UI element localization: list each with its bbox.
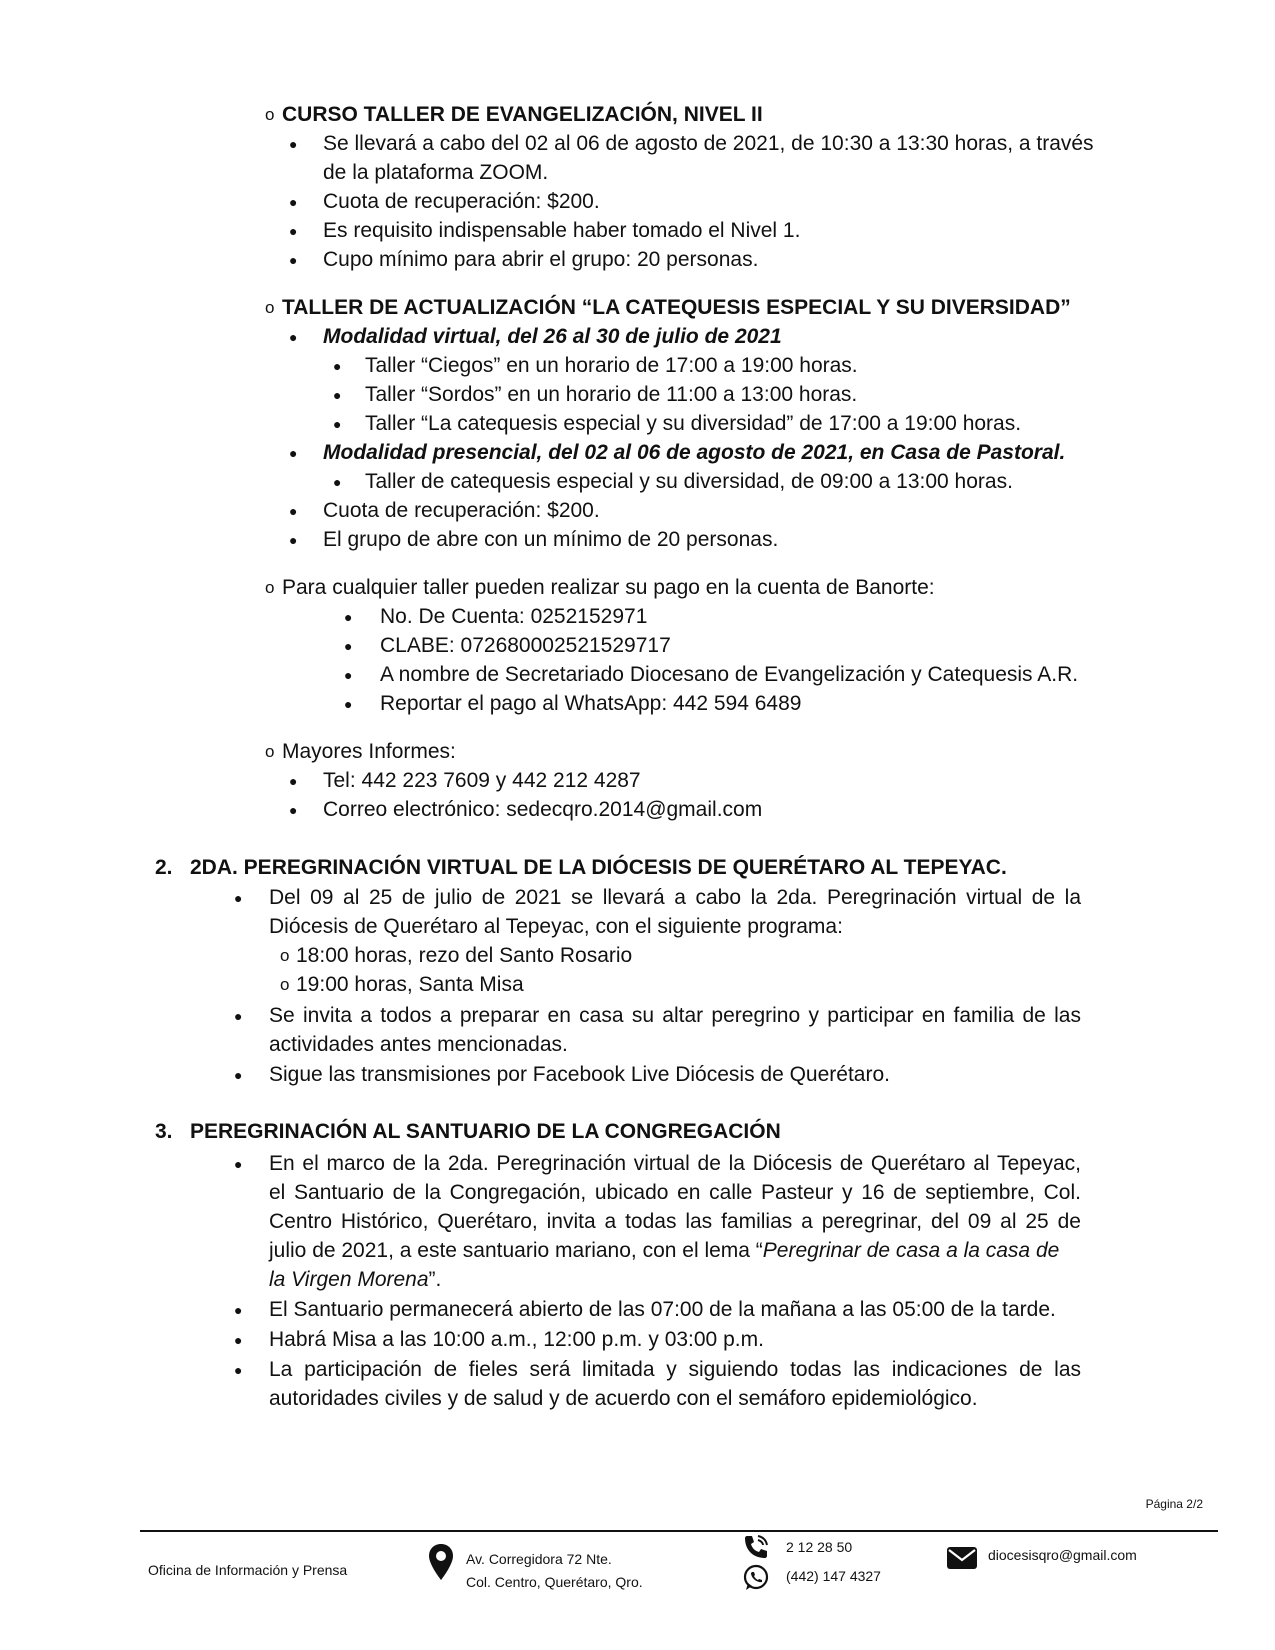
phone-number: 2 12 28 50 <box>786 1539 853 1555</box>
bullet: ● <box>289 532 298 548</box>
s3-text: julio de 2021, a este santuario mariano, con el lema “ <box>269 1239 763 1262</box>
phone-icon <box>742 1534 770 1565</box>
s3-paragraph-line: El Santuario permanecerá abierto de las 07:00 de la mañana a las 05:00 de la tarde. <box>269 1298 1056 1321</box>
whatsapp-icon <box>742 1564 770 1597</box>
circle-bullet: o <box>265 298 275 317</box>
bullet: ● <box>289 252 298 268</box>
bullet: ● <box>234 1156 243 1172</box>
virtual-item: Taller “Ciegos” en un horario de 17:00 a 19:00 horas. <box>365 354 858 377</box>
bullet: ● <box>289 802 298 818</box>
bullet: ● <box>234 1332 243 1348</box>
curso-title: CURSO TALLER DE EVANGELIZACIÓN, NIVEL II <box>282 103 763 126</box>
bullet: ● <box>333 416 342 432</box>
s3-paragraph-line <box>269 1236 1059 1266</box>
curso-item: de la plataforma ZOOM. <box>323 161 549 184</box>
bullet: ● <box>333 387 342 403</box>
address-line: Col. Centro, Querétaro, Qro. <box>466 1574 643 1590</box>
bullet: ● <box>344 667 353 683</box>
pago-item: CLABE: 072680002521529717 <box>380 634 671 657</box>
s2-paragraph-line: Se invita a todos a preparar en casa su altar peregrino y participar en familia de las <box>269 1004 1081 1027</box>
informes-item: Correo electrónico: sedecqro.2014@gmail.com <box>323 798 763 821</box>
circle-bullet: o <box>265 105 275 124</box>
s3-lema: la Virgen Morena <box>269 1268 429 1291</box>
email-address: diocesisqro@gmail.com <box>988 1547 1137 1563</box>
curso-item: Cuota de recuperación: $200. <box>323 190 600 213</box>
page-number: Página 2/2 <box>1145 1497 1203 1511</box>
office-name: Oficina de Información y Prensa <box>148 1562 348 1578</box>
s2-paragraph-line: Del 09 al 25 de julio de 2021 se llevará a cabo la 2da. Peregrinación virtual de la <box>269 886 1081 909</box>
section-2-number: 2. <box>155 856 173 879</box>
bullet: ● <box>289 136 298 152</box>
curso-item: Se llevará a cabo del 02 al 06 de agosto de 2021, de 10:30 a 13:30 horas, a través <box>323 132 1094 155</box>
bullet: ● <box>344 696 353 712</box>
circle-bullet: o <box>280 975 290 994</box>
taller-title: TALLER DE ACTUALIZACIÓN “LA CATEQUESIS ESPECIAL Y SU DIVERSIDAD” <box>282 296 1071 319</box>
section-3-title: PEREGRINACIÓN AL SANTUARIO DE LA CONGREGACIÓN <box>190 1120 781 1143</box>
location-pin-icon <box>428 1543 454 1586</box>
s3-paragraph-line: Centro Histórico, Querétaro, invita a todas las familias a peregrinar, del 09 al 25 de <box>269 1210 1081 1233</box>
bullet: ● <box>234 890 243 906</box>
pago-item: No. De Cuenta: 0252152971 <box>380 605 648 628</box>
program-item: 19:00 horas, Santa Misa <box>296 973 524 996</box>
pago-title: Para cualquier taller pueden realizar su pago en la cuenta de Banorte: <box>282 576 935 599</box>
bullet: ● <box>344 638 353 654</box>
address-line: Av. Corregidora 72 Nte. <box>466 1551 612 1567</box>
s2-paragraph-line: actividades antes mencionadas. <box>269 1033 568 1056</box>
section-3-number: 3. <box>155 1120 173 1143</box>
bullet: ● <box>289 329 298 345</box>
circle-bullet: o <box>265 742 275 761</box>
virtual-heading: Modalidad virtual, del 26 al 30 de julio de 2021 <box>323 325 782 348</box>
bullet: ● <box>289 503 298 519</box>
bullet: ● <box>344 609 353 625</box>
program-item: 18:00 horas, rezo del Santo Rosario <box>296 944 633 967</box>
s3-paragraph-line: Habrá Misa a las 10:00 a.m., 12:00 p.m. y 03:00 p.m. <box>269 1328 764 1351</box>
curso-item: Cupo mínimo para abrir el grupo: 20 personas. <box>323 248 759 271</box>
envelope-icon <box>946 1546 978 1575</box>
circle-bullet: o <box>280 946 290 965</box>
whatsapp-number: (442) 147 4327 <box>786 1568 881 1584</box>
section-2-title: 2DA. PEREGRINACIÓN VIRTUAL DE LA DIÓCESIS DE QUERÉTARO AL TEPEYAC. <box>190 856 1007 879</box>
taller-item: El grupo de abre con un mínimo de 20 personas. <box>323 528 779 551</box>
pago-item: Reportar el pago al WhatsApp: 442 594 6489 <box>380 692 802 715</box>
bullet: ● <box>289 445 298 461</box>
s3-paragraph-line: En el marco de la 2da. Peregrinación virtual de la Diócesis de Querétaro al Tepeyac, <box>269 1152 1081 1175</box>
informes-item: Tel: 442 223 7609 y 442 212 4287 <box>323 769 641 792</box>
bullet: ● <box>333 474 342 490</box>
s3-text: ”. <box>428 1268 442 1291</box>
bullet: ● <box>234 1067 243 1083</box>
bullet: ● <box>234 1302 243 1318</box>
virtual-item: Taller “La catequesis especial y su diversidad” de 17:00 a 19:00 horas. <box>365 412 1022 435</box>
taller-item: Cuota de recuperación: $200. <box>323 499 600 522</box>
curso-item: Es requisito indispensable haber tomado el Nivel 1. <box>323 219 801 242</box>
bullet: ● <box>234 1008 243 1024</box>
bullet: ● <box>333 358 342 374</box>
presencial-item: Taller de catequesis especial y su diversidad, de 09:00 a 13:00 horas. <box>365 470 1013 493</box>
bullet: ● <box>234 1362 243 1378</box>
s2-paragraph-line: Sigue las transmisiones por Facebook Live Diócesis de Querétaro. <box>269 1063 890 1086</box>
bullet: ● <box>289 773 298 789</box>
s3-paragraph-line: autoridades civiles y de salud y de acuerdo con el semáforo epidemiológico. <box>269 1387 978 1410</box>
informes-title: Mayores Informes: <box>282 740 456 763</box>
pago-item: A nombre de Secretariado Diocesano de Evangelización y Catequesis A.R. <box>380 663 1079 686</box>
virtual-item: Taller “Sordos” en un horario de 11:00 a 13:00 horas. <box>365 383 858 406</box>
presencial-heading: Modalidad presencial, del 02 al 06 de agosto de 2021, en Casa de Pastoral. <box>323 441 1066 464</box>
s3-paragraph-line: La participación de fieles será limitada y siguiendo todas las indicaciones de las <box>269 1358 1081 1381</box>
bullet: ● <box>289 194 298 210</box>
s2-paragraph-line: Diócesis de Querétaro al Tepeyac, con el siguiente programa: <box>269 915 843 938</box>
s3-lema: Peregrinar de casa a la casa de <box>762 1239 1060 1262</box>
s3-paragraph-line <box>269 1265 441 1295</box>
circle-bullet: o <box>265 578 275 597</box>
bullet: ● <box>289 223 298 239</box>
footer-divider <box>140 1530 1218 1532</box>
s3-paragraph-line: el Santuario de la Congregación, ubicado en calle Pasteur y 16 de septiembre, Col. <box>269 1181 1081 1204</box>
